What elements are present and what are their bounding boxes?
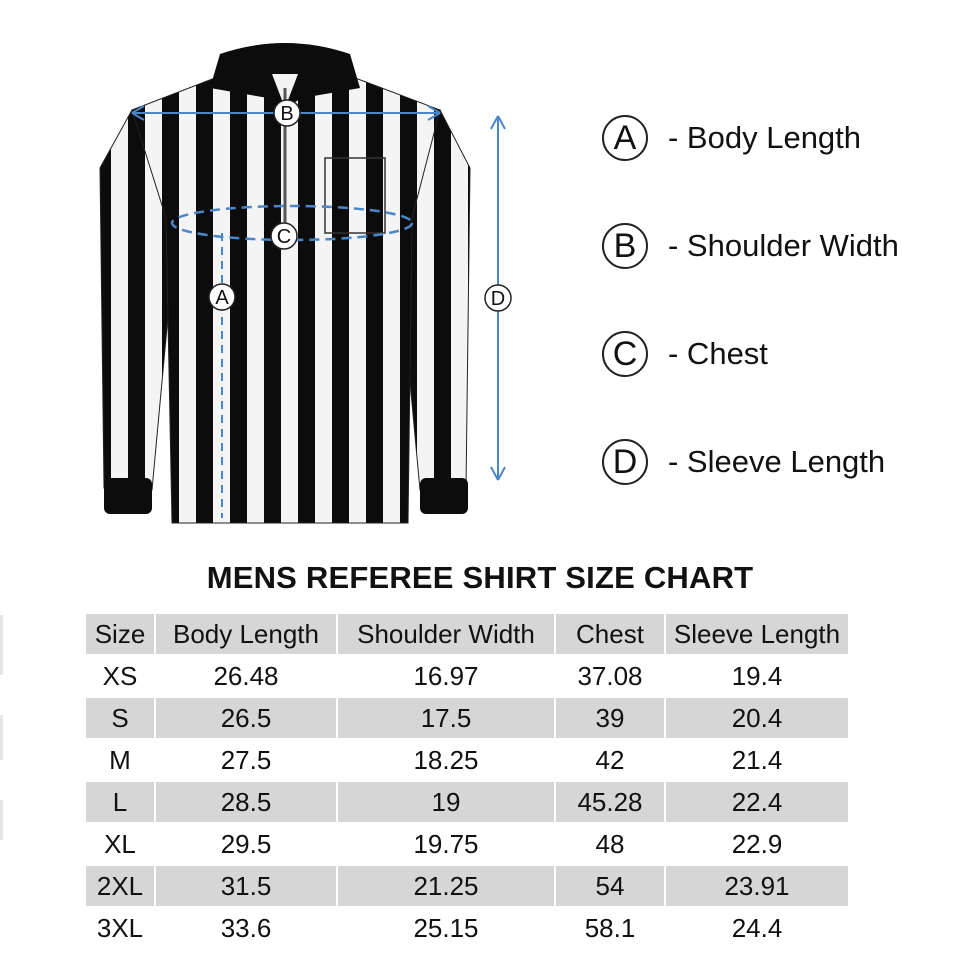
table-cell: 29.5	[220, 828, 272, 859]
table-cell: 33.6	[220, 912, 272, 943]
edge-mark	[0, 715, 3, 760]
legend-letter-b: B	[602, 223, 648, 269]
table-cell: L	[86, 782, 154, 822]
marker-d	[485, 285, 511, 311]
edge-mark	[0, 800, 3, 840]
legend-item-sleeve-length	[602, 436, 952, 488]
table-cell: 31.5	[156, 866, 336, 906]
table-cell: 25.15	[413, 912, 479, 943]
table-row	[86, 908, 848, 948]
legend-item-chest	[602, 328, 952, 380]
marker-b	[274, 100, 300, 126]
table-cell: 42	[595, 744, 625, 775]
table-cell: M	[109, 744, 131, 775]
table-cell: 54	[556, 866, 664, 906]
marker-a	[209, 284, 235, 310]
table-cell: 37.08	[577, 660, 643, 691]
legend-label: - Chest	[668, 336, 768, 371]
legend-label: - Body Length	[668, 120, 862, 155]
legend-item-body-length	[602, 112, 952, 164]
table-cell: XS	[102, 660, 138, 691]
table-cell: XL	[104, 828, 136, 859]
column-header: Sleeve Length	[666, 614, 848, 654]
table-cell: 48	[595, 828, 625, 859]
legend-letter-c: C	[602, 331, 648, 377]
table-row	[86, 698, 848, 738]
table-cell: 19.4	[731, 660, 783, 691]
table-cell: 45.28	[556, 782, 664, 822]
table-cell: 2XL	[86, 866, 154, 906]
table-cell: 22.9	[731, 828, 783, 859]
table-cell: 19	[338, 782, 554, 822]
legend-label: - Shoulder Width	[668, 228, 899, 263]
legend-letter-d: D	[602, 439, 648, 485]
table-cell: S	[86, 698, 154, 738]
table-row	[86, 740, 848, 780]
legend-label: - Sleeve Length	[668, 444, 886, 479]
table-cell: 39	[556, 698, 664, 738]
column-header: Chest	[556, 614, 664, 654]
table-cell: 16.97	[413, 660, 479, 691]
table-cell: 22.4	[666, 782, 848, 822]
size-table	[84, 612, 850, 950]
column-header: Size	[86, 614, 154, 654]
table-cell: 28.5	[156, 782, 336, 822]
table-cell: 23.91	[666, 866, 848, 906]
table-cell: 58.1	[584, 912, 636, 943]
table-row	[86, 782, 848, 822]
legend-item-shoulder-width	[602, 220, 952, 272]
svg-text:B: B	[280, 103, 294, 125]
table-cell: 20.4	[666, 698, 848, 738]
svg-text:A: A	[215, 287, 229, 309]
table-row	[86, 866, 848, 906]
measurement-legend	[602, 112, 952, 544]
table-cell: 27.5	[220, 744, 272, 775]
svg-text:C: C	[276, 226, 292, 248]
table-cell: 24.4	[731, 912, 783, 943]
legend-letter-a: A	[602, 115, 648, 161]
table-row	[86, 656, 848, 696]
table-cell: 17.5	[338, 698, 554, 738]
table-cell: 19.75	[413, 828, 479, 859]
column-header: Body Length	[156, 614, 336, 654]
table-cell: 26.5	[156, 698, 336, 738]
edge-mark	[0, 615, 3, 675]
table-cell: 21.4	[731, 744, 783, 775]
shirt-diagram	[60, 18, 560, 538]
marker-c	[271, 223, 297, 249]
table-header-row	[86, 614, 848, 654]
referee-shirt-icon	[60, 18, 560, 538]
table-cell: 3XL	[96, 912, 144, 943]
svg-text:D: D	[490, 288, 506, 310]
table-row	[86, 824, 848, 864]
table-cell: 18.25	[413, 744, 479, 775]
table-cell: 26.48	[213, 660, 279, 691]
table-cell: 21.25	[338, 866, 554, 906]
column-header: Shoulder Width	[338, 614, 554, 654]
size-chart-title: MENS REFEREE SHIRT SIZE CHART	[206, 560, 754, 595]
